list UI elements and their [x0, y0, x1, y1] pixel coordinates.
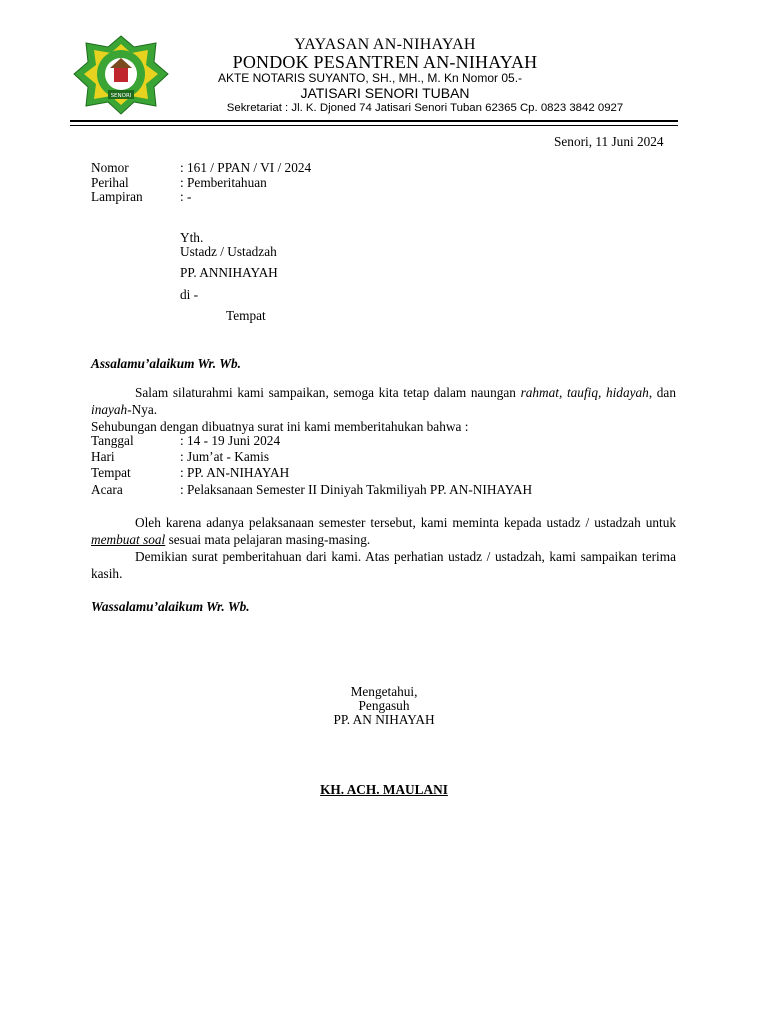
body-text-a: Oleh karena adanya pelaksanaan semester tersebut, kami meminta kepada ustadz / ustadzah untuk	[135, 515, 676, 530]
intro-text-b: , dan	[648, 385, 676, 400]
meta-label-nomor: Nomor	[91, 160, 129, 175]
detail-label-tanggal: Tanggal	[91, 433, 134, 448]
recipient-line2: PP. ANNIHAYAH	[180, 265, 278, 280]
meta-value-perihal: : Pemberitahuan	[180, 175, 267, 190]
signatory-name: KH. ACH. MAULANI	[320, 782, 448, 797]
meta-label-perihal: Perihal	[91, 175, 129, 190]
detail-value-tanggal: : 14 - 19 Juni 2024	[180, 433, 281, 448]
detail-value-tempat: : PP. AN-NIHAYAH	[180, 465, 290, 480]
recipient-line1: Ustadz / Ustadzah	[180, 244, 277, 259]
recipient-line3: di -	[180, 287, 199, 302]
intro-italic-1: rahmat, taufiq, hidayah	[520, 385, 649, 400]
opening-greeting: Assalamu’alaikum Wr. Wb.	[91, 356, 242, 371]
closing-greeting: Wassalamu’alaikum Wr. Wb.	[91, 599, 250, 614]
detail-label-acara: Acara	[91, 482, 123, 497]
detail-value-hari: : Jum’at - Kamis	[180, 449, 270, 464]
foundation-logo	[72, 34, 170, 116]
intro-paragraph	[91, 384, 676, 435]
school-name: PONDOK PESANTREN AN-NIHAYAH	[232, 52, 538, 72]
intro-italic-2: inayah	[91, 402, 128, 417]
body-underlined: membuat soal	[91, 532, 166, 547]
detail-label-hari: Hari	[91, 449, 115, 464]
body-closing-sentence: Demikian surat pemberitahuan dari kami. Atas perhatian ustadz / ustadzah, kami sampaikan terima kasih.	[91, 549, 676, 581]
intro-text-a: Salam silaturahmi kami sampaikan, semoga kita tetap dalam naungan	[135, 385, 521, 400]
svg-text:SENORI: SENORI	[110, 93, 132, 99]
meta-value-nomor: : 161 / PPAN / VI / 2024	[180, 160, 312, 175]
signature-role: Pengasuh	[358, 698, 410, 713]
signature-institution: PP. AN NIHAYAH	[333, 712, 435, 727]
recipient-line4: Tempat	[226, 308, 266, 323]
header-rule-thin	[70, 125, 678, 126]
meta-label-lampiran: Lampiran	[91, 189, 143, 204]
letter-date: Senori, 11 Juni 2024	[554, 134, 664, 149]
detail-value-acara: : Pelaksanaan Semester II Diniyah Takmiliyah PP. AN-NIHAYAH	[180, 482, 533, 497]
secretariat-line: Sekretariat : Jl. K. Djoned 74 Jatisari Senori Tuban 62365 Cp. 0823 3842 0927	[226, 102, 624, 114]
meta-value-lampiran: : -	[180, 189, 192, 204]
detail-label-tempat: Tempat	[91, 465, 131, 480]
body-paragraphs	[91, 514, 676, 582]
notary-line: AKTE NOTARIS SUYANTO, SH., MH., M. Kn Nomor 05.-	[217, 71, 523, 85]
body-text-b: sesuai mata pelajaran masing-masing.	[165, 532, 371, 547]
intro-sentence-2: Sehubungan dengan dibuatnya surat ini kami memberitahukan bahwa :	[91, 419, 469, 434]
intro-text-c: -Nya.	[127, 402, 158, 417]
signature-acknowledge: Mengetahui,	[350, 684, 418, 699]
recipient-yth: Yth.	[180, 230, 204, 245]
header-rule-thick	[70, 120, 678, 122]
location-line: JATISARI SENORI TUBAN	[300, 85, 470, 101]
foundation-name: YAYASAN AN-NIHAYAH	[294, 36, 476, 53]
